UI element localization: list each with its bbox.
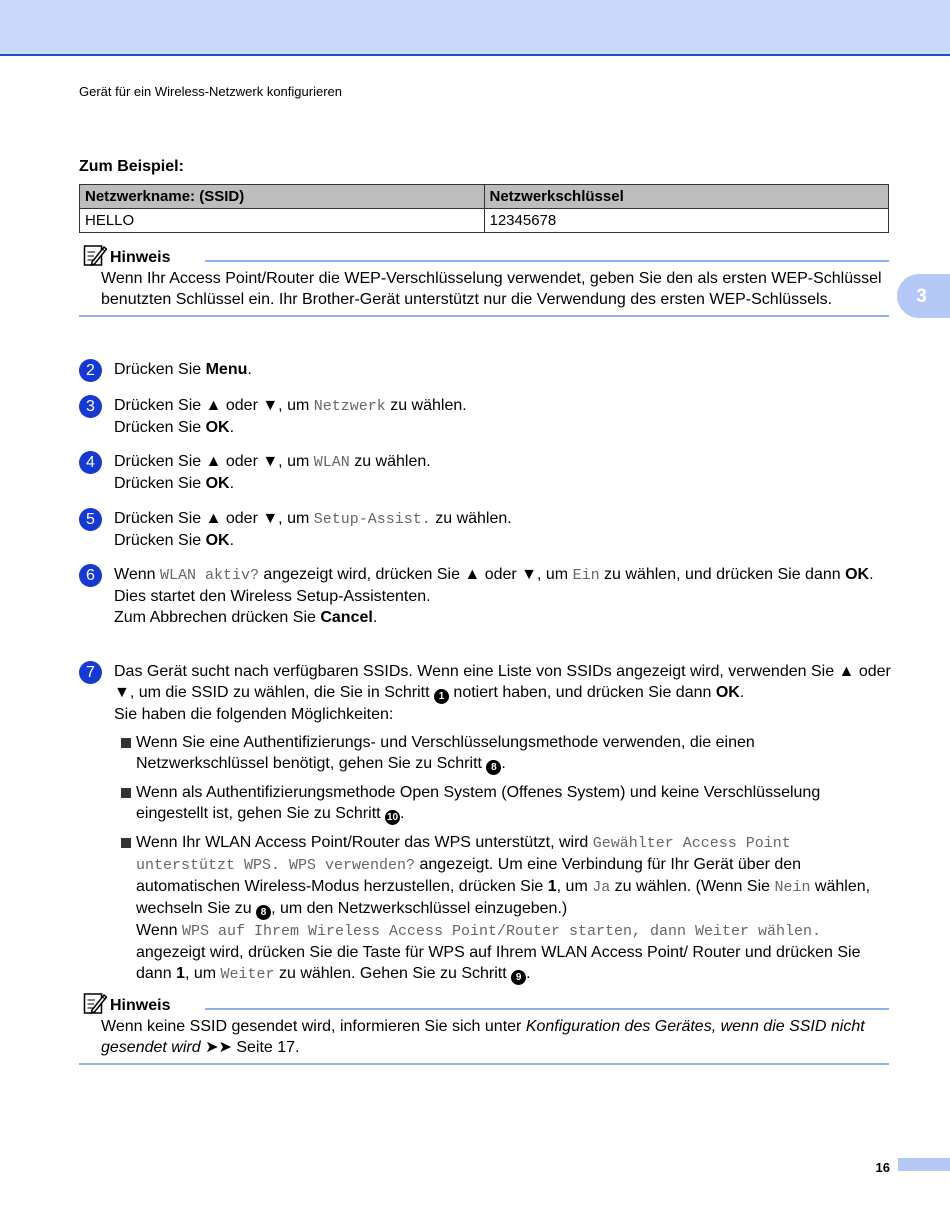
step-number-badge: 7 (79, 661, 102, 684)
step-5 (79, 508, 891, 551)
lcd-text: WLAN (313, 454, 350, 471)
example-table (79, 184, 889, 233)
step-reference-badge: 1 (434, 689, 449, 704)
step-7 (79, 661, 891, 992)
list-item: Wenn Ihr WLAN Access Point/Router das WPS unterstützt, wird Gewählter Access Point unterstützt WPS. WPS verwenden? angezeigt. Um eine Verbindung für Ihr Gerät über den automatischen Wireless-Modus herzustellen, drücken Sie 1, um Ja zu wählen. (Wenn Sie Nein wählen, wechseln Sie zu 8 , um den Netzwerkschlüssel einzugeben.) Wenn WPS auf Ihrem Wireless Access Point/Router starten, dann Weiter wählen. angezeigt wird, drücken Sie die Taste für WPS auf Ihrem WLAN Access Point/ Router und drücken Sie dann 1, um Weiter zu wählen. Gehen Sie zu Schritt 9 . (120, 832, 891, 985)
note-header (79, 991, 889, 1015)
step-number-badge: 6 (79, 564, 102, 587)
table-cell: HELLO (80, 209, 485, 233)
lcd-text: Setup-Assist. (313, 511, 431, 528)
chapter-tab: 3 (897, 274, 950, 318)
list-item: Wenn als Authentifizierungsmethode Open System (Offenes System) und keine Verschlüsselung eingestellt ist, gehen Sie zu Schritt 10 . (120, 782, 891, 825)
bullet-square-icon (121, 788, 131, 798)
ok-key: OK (845, 566, 870, 583)
cross-reference-link[interactable]: Konfiguration des Gerätes, wenn die SSID nicht gesendet wird (101, 1018, 865, 1056)
step-line: Dies startet den Wireless Setup-Assistenten. (114, 588, 431, 605)
table-header-cell: Netzwerkname: (SSID) (80, 185, 485, 209)
step-text: Drücken Sie ▲ oder ▼, um WLAN zu wählen. Drücken Sie OK. (114, 453, 431, 492)
step-reference-badge: 9 (511, 970, 526, 985)
ok-key: OK (205, 532, 230, 549)
lcd-text: Nein (774, 879, 811, 896)
key-1: 1 (547, 878, 557, 895)
page-number: 16 (875, 1160, 890, 1175)
step-line: Sie haben die folgenden Möglichkeiten: (114, 706, 394, 723)
note-header (79, 243, 889, 267)
table-header-row (80, 185, 889, 209)
note-divider (205, 1008, 889, 1010)
ok-key: OK (205, 419, 230, 436)
step-text: Drücken Sie ▲ oder ▼, um Netzwerk zu wählen. Drücken Sie OK. (114, 397, 467, 436)
page-reference[interactable]: Seite 17. (236, 1038, 300, 1056)
step-text: Drücken Sie ▲ oder ▼, um Setup-Assist. zu wählen. Drücken Sie OK. (114, 510, 512, 549)
note-divider (205, 260, 889, 262)
lcd-text: WLAN aktiv? (159, 567, 259, 584)
step-number-badge: 4 (79, 451, 102, 474)
table-header-cell: Netzwerkschlüssel (484, 185, 889, 209)
step-text: Drücken Sie Menu. (114, 361, 252, 378)
step-6 (79, 564, 891, 628)
options-list (120, 732, 891, 985)
lcd-text: Ja (592, 879, 611, 896)
double-arrow-icon: ➤➤ (200, 1038, 237, 1056)
menu-key: Menu (205, 361, 248, 378)
step-4 (79, 451, 891, 494)
step-text: Das Gerät sucht nach verfügbaren SSIDs. Wenn eine Liste von SSIDs angezeigt wird, verwenden Sie ▲ oder ▼, um die SSID zu wählen, die Sie in Schritt 1 notiert haben, und drücken Sie dann OK. Sie haben die folgenden Möglichkeiten: Wenn Sie eine Authentifizierungs- und Verschlüsselungsmethode verwenden, die einen Netzwerkschlüssel benötigt, gehen Sie zu Schritt 8 . Wenn als Authentifizierungsmethode Open System (Offenes System) und keine Verschlüsselung eingestellt ist, gehen Sie zu Schritt 10 . Wenn Ihr WLAN Access Point/Router das WPS unterstützt, wird Gewählter Access Point unterstützt WPS. WPS verwenden? angezeigt. Um eine Verbindung für Ihr Gerät über den automatischen Wireless-Modus herzustellen, drücken Sie 1, um Ja zu wählen. (Wenn Sie Nein wählen, wechseln Sie zu 8 , um den Netzwerkschlüssel einzugeben.) Wenn WPS auf Ihrem Wireless Access Point/Router starten, dann Weiter wählen. angezeigt wird, drücken Sie die Taste für WPS auf Ihrem WLAN Access Point/ Router und drücken Sie dann 1, um Weiter zu wählen. Gehen Sie zu Schritt 9 . (114, 663, 891, 983)
step-number-badge: 5 (79, 508, 102, 531)
example-title: Zum Beispiel: (79, 158, 184, 175)
lcd-text: Ein (572, 567, 600, 584)
lcd-text: Weiter (220, 966, 275, 983)
note-text: Wenn keine SSID gesendet wird, informieren Sie sich unter Konfiguration des Gerätes, wenn die SSID nicht gesendet wird ➤➤ Seite 17. (101, 1018, 865, 1056)
table-row (80, 209, 889, 233)
step-number-badge: 2 (79, 359, 102, 382)
running-header: Gerät für ein Wireless-Netzwerk konfigurieren (79, 84, 342, 99)
bullet-square-icon (121, 738, 131, 748)
note-pencil-icon (83, 243, 107, 267)
note-box (79, 243, 889, 317)
note-text: Wenn Ihr Access Point/Router die WEP-Verschlüsselung verwendet, geben Sie den als ersten WEP-Schlüssel benutzten Schlüssel ein. Ihr Brother-Gerät unterstützt nur die Verwendung des ersten WEP-Schlüssels. (101, 270, 882, 308)
note-title: Hinweis (110, 997, 171, 1014)
step-reference-badge: 8 (486, 760, 501, 775)
step-reference-badge: 8 (256, 905, 271, 920)
step-text: Wenn WLAN aktiv? angezeigt wird, drücken Sie ▲ oder ▼, um Ein zu wählen, und drücken Sie dann OK. Dies startet den Wireless Setup-Assistenten. Zum Abbrechen drücken Sie Cancel. (114, 566, 874, 626)
list-item: Wenn Sie eine Authentifizierungs- und Verschlüsselungsmethode verwenden, die einen Netzwerkschlüssel benötigt, gehen Sie zu Schritt 8 . (120, 732, 891, 775)
header-band (0, 0, 950, 56)
note-pencil-icon (83, 991, 107, 1015)
lcd-text: WPS auf Ihrem Wireless Access Point/Router starten, dann Weiter wählen. (181, 923, 822, 940)
step-2 (79, 359, 891, 380)
note-title: Hinweis (110, 249, 171, 266)
table-cell: 12345678 (484, 209, 889, 233)
step-reference-badge: 10 (386, 812, 399, 823)
ok-key: OK (205, 475, 230, 492)
note-box (79, 991, 889, 1065)
cancel-key: Cancel (320, 609, 373, 626)
key-1: 1 (176, 965, 185, 982)
bullet-square-icon (121, 838, 131, 848)
ok-key: OK (715, 684, 740, 701)
footer-tab (898, 1158, 950, 1171)
step-3 (79, 395, 891, 438)
lcd-text: Gewählter Access Point unterstützt WPS. WPS verwenden? (136, 835, 791, 874)
lcd-text: Netzwerk (313, 398, 386, 415)
step-number-badge: 3 (79, 395, 102, 418)
